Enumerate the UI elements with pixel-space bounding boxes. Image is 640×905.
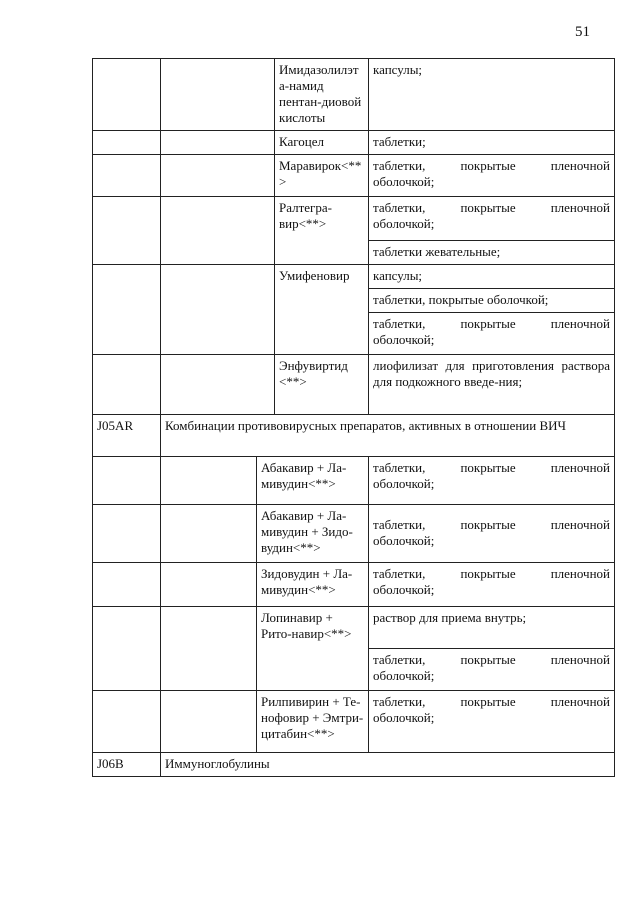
group-cell xyxy=(161,457,257,505)
dosage-form: таблетки, покрытые пленочной оболочкой; xyxy=(369,313,615,355)
table-row xyxy=(93,607,615,649)
table-row xyxy=(93,563,615,607)
code-cell xyxy=(93,457,161,505)
group-cell xyxy=(161,197,275,265)
dosage-form: таблетки, покрытые пленочной оболочкой; xyxy=(369,155,615,197)
dosage-form: таблетки, покрытые пленочной оболочкой; xyxy=(369,197,615,241)
drug-list-table xyxy=(92,58,615,777)
dosage-form: таблетки, покрытые пленочной оболочкой; xyxy=(369,563,615,607)
code-cell xyxy=(93,691,161,753)
dosage-form: лиофилизат для приготовления раствора для подкожного введе-ния; xyxy=(369,355,615,415)
table-row xyxy=(93,457,615,505)
table-row xyxy=(93,155,615,197)
dosage-form: таблетки, покрытые пленочной оболочкой; xyxy=(369,691,615,753)
dosage-form: таблетки; xyxy=(369,131,615,155)
table-row xyxy=(93,691,615,753)
dosage-form: таблетки, покрытые пленочной оболочкой; xyxy=(369,649,615,691)
group-cell xyxy=(161,355,275,415)
group-cell xyxy=(161,505,257,563)
code-cell xyxy=(93,265,161,355)
drug-name: Абакавир + Ла-мивудин + Зидо-вудин<**> xyxy=(257,505,369,563)
code-cell xyxy=(93,59,161,131)
code-cell xyxy=(93,197,161,265)
group-cell xyxy=(161,59,275,131)
dosage-form: капсулы; xyxy=(369,59,615,131)
page-number: 51 xyxy=(575,24,590,40)
dosage-form: таблетки жевательные; xyxy=(369,241,615,265)
table-row xyxy=(93,505,615,563)
code-cell xyxy=(93,505,161,563)
group-cell xyxy=(161,691,257,753)
drug-name: Энфувиртид <**> xyxy=(275,355,369,415)
code-cell xyxy=(93,607,161,691)
atc-code: J06B xyxy=(93,753,161,777)
table-row xyxy=(93,131,615,155)
drug-name: Лопинавир + Рито-навир<**> xyxy=(257,607,369,691)
group-header-row xyxy=(93,753,615,777)
group-cell xyxy=(161,131,275,155)
group-cell xyxy=(161,607,257,691)
table-row xyxy=(93,59,615,131)
dosage-form: раствор для приема внутрь; xyxy=(369,607,615,649)
drug-name: Абакавир + Ла-мивудин<**> xyxy=(257,457,369,505)
dosage-form: таблетки, покрытые оболочкой; xyxy=(369,289,615,313)
code-cell xyxy=(93,155,161,197)
drug-name: Зидовудин + Ла-мивудин<**> xyxy=(257,563,369,607)
atc-group-title: Иммуноглобулины xyxy=(161,753,615,777)
drug-name: Ралтегра-вир<**> xyxy=(275,197,369,265)
group-cell xyxy=(161,155,275,197)
drug-name: Умифеновир xyxy=(275,265,369,355)
table-row xyxy=(93,197,615,241)
group-cell xyxy=(161,265,275,355)
dosage-form: капсулы; xyxy=(369,265,615,289)
drug-name: Маравирок<**> xyxy=(275,155,369,197)
atc-group-title: Комбинации противовирусных препаратов, активных в отношении ВИЧ xyxy=(161,415,615,457)
atc-code: J05AR xyxy=(93,415,161,457)
dosage-form: таблетки, покрытые пленочной оболочкой; xyxy=(369,505,615,563)
dosage-form: таблетки, покрытые пленочной оболочкой; xyxy=(369,457,615,505)
code-cell xyxy=(93,563,161,607)
group-header-row xyxy=(93,415,615,457)
drug-name: Кагоцел xyxy=(275,131,369,155)
drug-name: Рилпивирин + Те-нофовир + Эмтри-цитабин<**> xyxy=(257,691,369,753)
table-row xyxy=(93,355,615,415)
table-row xyxy=(93,265,615,289)
drug-name: Имидазолилэта-намид пентан-диовой кислоты xyxy=(275,59,369,131)
code-cell xyxy=(93,131,161,155)
code-cell xyxy=(93,355,161,415)
group-cell xyxy=(161,563,257,607)
